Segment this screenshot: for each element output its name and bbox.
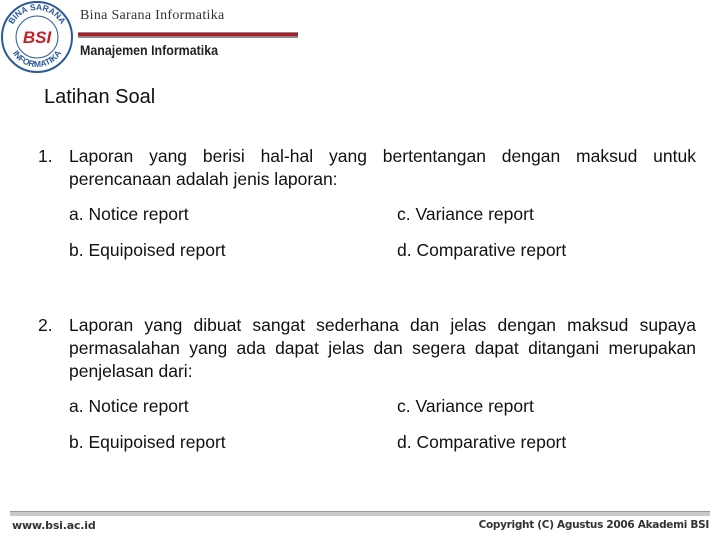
question-number: 1.: [38, 146, 53, 166]
option-c: c. Variance report: [397, 396, 534, 416]
header-divider-bar: [78, 32, 298, 38]
option-b: b. Equipoised report: [69, 432, 226, 452]
option-d: d. Comparative report: [397, 432, 567, 452]
footer-copyright: Copyright (C) Agustus 2006 Akademi BSI: [478, 519, 709, 531]
logo-text-bottom: INFORMATIKA: [10, 48, 64, 70]
question-2: [38, 314, 696, 383]
question-text: Laporan yang berisi hal-hal yang bertentangan dengan maksud untuk perencanaan adalah jenis laporan:: [69, 146, 696, 189]
institution-name: Bina Sarana Informatika: [80, 8, 225, 23]
option-b: b. Equipoised report: [69, 240, 226, 260]
option-a: a. Notice report: [69, 396, 189, 416]
option-c: c. Variance report: [397, 204, 534, 224]
question-text: Laporan yang dibuat sangat sederhana dan jelas dengan maksud supaya permasalahan yang ada dapat jelas dan segera dapat ditangani merupakan penjelasan dari:: [69, 315, 696, 381]
question-1: [38, 145, 696, 191]
option-a: a. Notice report: [69, 204, 189, 224]
logo-mark: BSI: [22, 28, 52, 47]
logo-text-top: BINA SARANA: [6, 1, 68, 26]
footer-website: www.bsi.ac.id: [12, 519, 96, 532]
program-name: Manajemen Informatika: [80, 43, 219, 58]
footer-divider: [10, 511, 710, 516]
option-d: d. Comparative report: [397, 240, 567, 260]
question-number: 2.: [38, 315, 53, 335]
slide-title: Latihan Soal: [44, 86, 156, 108]
bsi-logo: [0, 0, 74, 74]
